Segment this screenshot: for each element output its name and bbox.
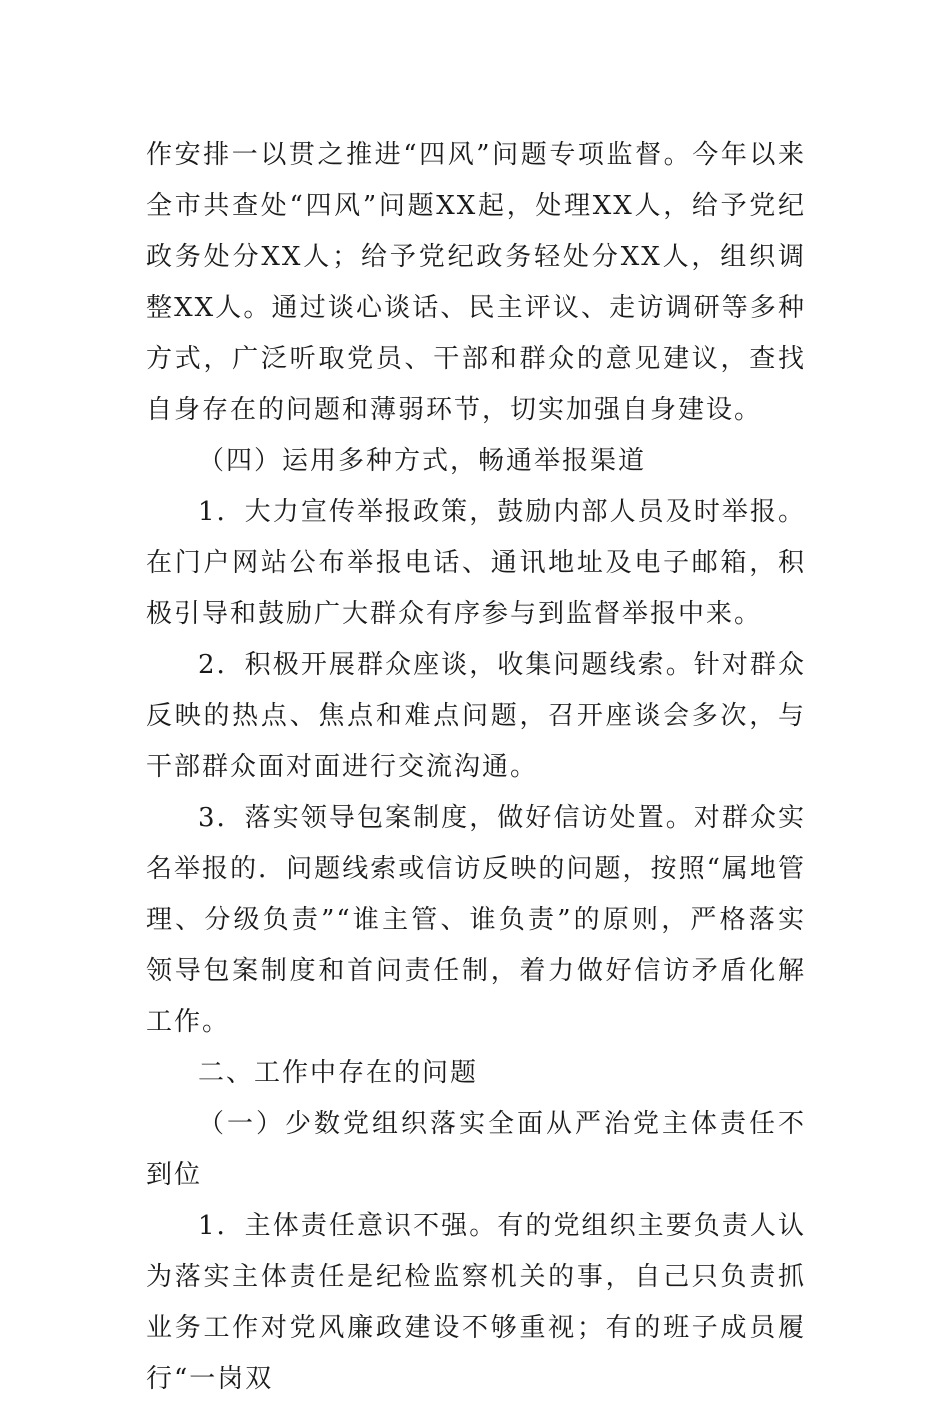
section-heading-4: （四）运用多种方式，畅通举报渠道: [198, 446, 647, 476]
paragraph-item-2: 2．积极开展群众座谈，收集问题线索。针对群众反映的热点、焦点和难点问题，召开座谈会多次，与干部群众面对面进行交流沟通。: [146, 650, 806, 782]
chapter-heading-2: 二、工作中存在的问题: [198, 1058, 479, 1088]
paragraph-item-3: 3．落实领导包案制度，做好信访处置。对群众实名举报的．问题线索或信访反映的问题，按照“属地管理、分级负责”“谁主管、谁负责”的原则，严格落实领导包案制度和首问责任制，着力做好信访矛盾化解工作。: [146, 803, 806, 1037]
paragraph-item-1-problem: 1．主体责任意识不强。有的党组织主要负责人认为落实主体责任是纪检监察机关的事，自己只负责抓业务工作对党风廉政建设不够重视；有的班子成员履行“一岗双: [146, 1211, 806, 1394]
paragraph-item-1: 1．大力宣传举报政策，鼓励内部人员及时举报。在门户网站公布举报电话、通讯地址及电子邮箱，积极引导和鼓励广大群众有序参与到监督举报中来。: [146, 497, 806, 629]
section-heading-1: （一）少数党组织落实全面从严治党主体责任不到位: [146, 1109, 806, 1190]
paragraph-continuation: 作安排一以贯之推进“四风”问题专项监督。今年以来全市共查处“四风”问题XX起，处理XX人，给予党纪政务处分XX人；给予党纪政务轻处分XX人，组织调整XX人。通过谈心谈话、民主评议、走访调研等多种方式，广泛听取党员、干部和群众的意见建议，查找自身存在的问题和薄弱环节，切实加强自身建设。: [146, 140, 806, 425]
document-body: [146, 130, 806, 1405]
